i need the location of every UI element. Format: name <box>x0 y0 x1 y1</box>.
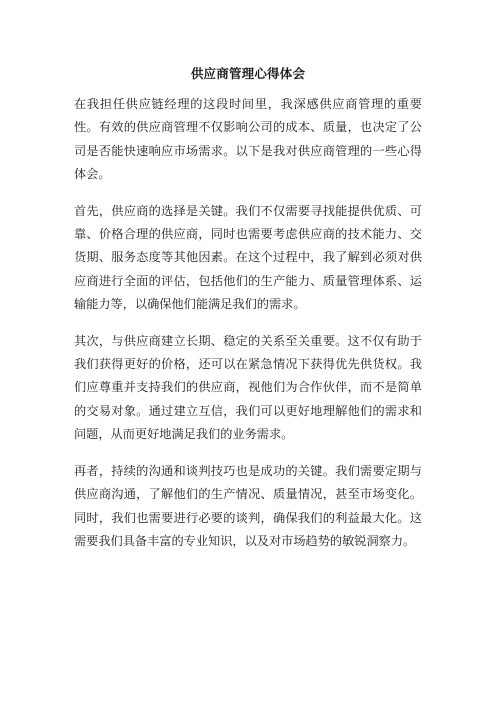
paragraph-long-term-relationship: 其次，与供应商建立长期、稳定的关系至关重要。这不仅有助于我们获得更好的价格，还可以在紧急情况下获得优先供货权。我们应尊重并支持我们的供应商，视他们为合作伙伴，而不是简单的交易对象。通过建立互信，我们可以更好地理解他们的需求和问题，从而更好地满足我们的业务需求。 <box>74 333 422 442</box>
paragraph-supplier-selection: 首先，供应商的选择是关键。我们不仅需要寻找能提供优质、可靠、价格合理的供应商，同时也需要考虑供应商的技术能力、交货期、服务态度等其他因素。在这个过程中，我了解到必须对供应商进行全面的评估，包括他们的生产能力、质量管理体系、运输能力等，以确保他们能满足我们的需求。 <box>74 203 422 312</box>
document-title: 供应商管理心得体会 <box>190 66 306 81</box>
paragraph-intro: 在我担任供应链经理的这段时间里，我深感供应商管理的重要性。有效的供应商管理不仅影响公司的成本、质量，也决定了公司是否能快速响应市场需求。以下是我对供应商管理的一些心得体会。 <box>74 97 422 182</box>
document-body <box>74 93 422 566</box>
paragraph-communication-negotiation: 再者，持续的沟通和谈判技巧也是成功的关键。我们需要定期与供应商沟通，了解他们的生产情况、质量情况，甚至市场变化。同时，我们也需要进行必要的谈判，确保我们的利益最大化。这需要我们具备丰富的专业知识，以及对市场趋势的敏锐洞察力。 <box>74 463 422 548</box>
